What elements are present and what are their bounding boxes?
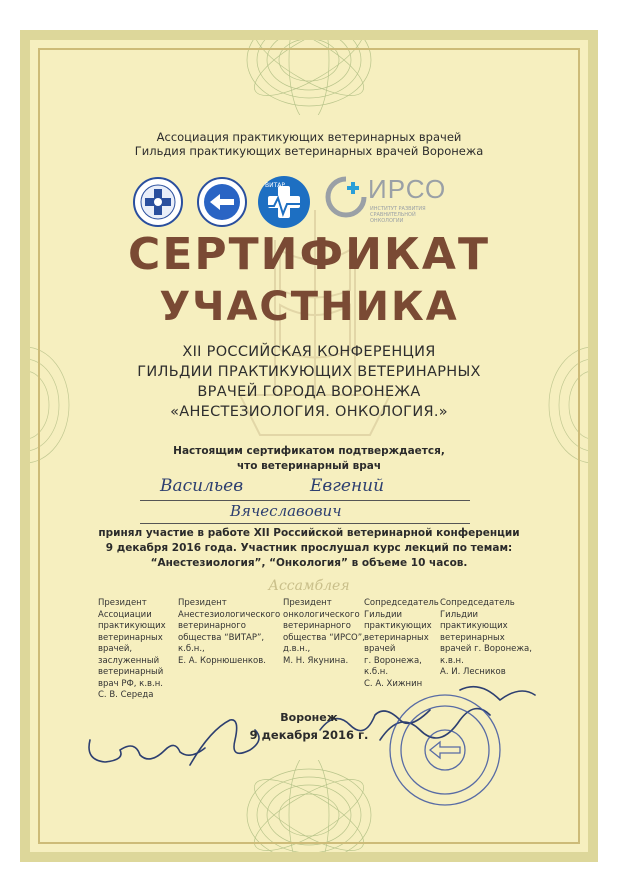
- signatory-2-line: ветеринарного: [178, 621, 246, 631]
- vitar-logo: [256, 174, 312, 234]
- signatory-3-line: М. Н. Якунина.: [283, 655, 349, 666]
- signatory-2-line: Президент: [178, 598, 227, 608]
- guild-logo: [196, 176, 248, 232]
- association-line-2: Гильдия практикующих ветеринарных врачей Воронежа: [134, 144, 484, 158]
- conference-line-1: XII РОССИЙСКАЯ КОНФЕРЕНЦИЯ: [182, 344, 436, 360]
- signatory-5-line: врачей г. Воронежа,: [440, 644, 532, 654]
- official-stamp: [385, 690, 505, 810]
- signatory-2-line: к.б.н.,: [178, 644, 205, 654]
- signatory-5-line: А. И. Лесников: [440, 667, 506, 677]
- certificate-title: СЕРТИФИКАТ: [128, 229, 490, 280]
- signatory-4-line: г. Воронежа,: [364, 655, 422, 666]
- signatory-5-line: ветеринарных: [440, 632, 505, 643]
- date-label: 9 декабря 2016 г.: [249, 728, 369, 742]
- signatory-3-line: онкологического: [283, 609, 360, 620]
- participant-name: Евгений: [310, 476, 385, 496]
- signatory-1-line: Ассоциации: [98, 609, 152, 620]
- participant-patronymic: Вячеславович: [230, 502, 342, 520]
- signatory-1-line: ветеринарных: [98, 632, 163, 643]
- signatory-1-line: Президент: [98, 598, 147, 608]
- signatory-4-line: Сопредседатель: [364, 598, 439, 608]
- signatory-4-line: Гильдии: [364, 609, 403, 620]
- signatory-4-line: С. А. Хижнин: [364, 678, 423, 689]
- association-line-1: Ассоциация практикующих ветеринарных врачей: [156, 130, 462, 144]
- watermark-text: Ассамблея: [268, 578, 350, 594]
- signatory-1-line: С. В. Середа: [98, 690, 154, 700]
- body-line-2: 9 декабря 2016 года. Участник прослушал курс лекций по темам:: [105, 542, 513, 554]
- signatory-3-line: общества “ИРСО”,: [283, 632, 365, 643]
- conference-line-3: ВРАЧЕЙ ГОРОДА ВОРОНЕЖА: [197, 384, 421, 400]
- confirmation-line-2: что ветеринарный врач: [236, 460, 382, 472]
- participant-surname: Васильев: [160, 476, 244, 496]
- confirmation-line-1: Настоящим сертификатом подтверждается,: [173, 445, 445, 457]
- signatory-4-line: практикующих: [364, 621, 432, 631]
- signatory-1-line: ветеринарный: [98, 667, 164, 677]
- signatory-2-line: Анестезиологического: [178, 609, 281, 620]
- conference-line-4: «АНЕСТЕЗИОЛОГИЯ. ОНКОЛОГИЯ.»: [170, 404, 448, 420]
- body-line-3: “Анестезиология”, “Онкология” в объеме 10 часов.: [150, 557, 468, 569]
- signatory-4-line: ветеринарных: [364, 632, 429, 643]
- signatory-3-line: ветеринарного: [283, 621, 351, 631]
- name-underline: [140, 500, 470, 501]
- body-line-1: принял участие в работе XII Российской ветеринарной конференции: [98, 527, 520, 539]
- signatory-2: [178, 598, 283, 667]
- signatory-3: [283, 598, 373, 667]
- signatory-5-line: практикующих: [440, 621, 508, 631]
- vitar-label: ВИТАР: [265, 182, 285, 189]
- signatory-3-line: д.в.н.,: [283, 644, 311, 654]
- irso-logo: [325, 176, 367, 222]
- signatory-4-line: врачей: [364, 644, 396, 654]
- association-logo: [132, 176, 184, 232]
- certificate-sheet: [20, 30, 598, 862]
- signatory-3-line: Президент: [283, 598, 332, 608]
- signatory-1-line: врачей,: [98, 644, 133, 654]
- irso-subtitle: ИНСТИТУТ РАЗВИТИЯ СРАВНИТЕЛЬНОЙ ОНКОЛОГИИ: [370, 206, 426, 224]
- signatory-5-line: к.в.н.: [440, 655, 464, 666]
- signatory-5-line: Сопредседатель: [440, 598, 515, 608]
- signatory-1-line: врач РФ, к.в.н.: [98, 678, 163, 689]
- signatory-2-line: Е. А. Корнюшенков.: [178, 655, 266, 666]
- irso-title: ИРСО: [368, 174, 447, 204]
- certificate-subtitle: УЧАСТНИКА: [159, 284, 459, 330]
- signatory-2-line: общества “ВИТАР”,: [178, 632, 265, 643]
- patronymic-underline: [140, 523, 470, 524]
- signatory-4-line: к.б.н.: [364, 667, 389, 677]
- signatory-5-line: Гильдии: [440, 609, 479, 620]
- signatory-1-line: практикующих: [98, 621, 166, 631]
- top-rosette: [239, 30, 379, 115]
- signatory-1-line: заслуженный: [98, 655, 160, 666]
- signatory-5: [440, 598, 540, 679]
- city-label: Воронеж: [280, 711, 338, 724]
- conference-line-2: ГИЛЬДИИ ПРАКТИКУЮЩИХ ВЕТЕРИНАРНЫХ: [137, 364, 481, 380]
